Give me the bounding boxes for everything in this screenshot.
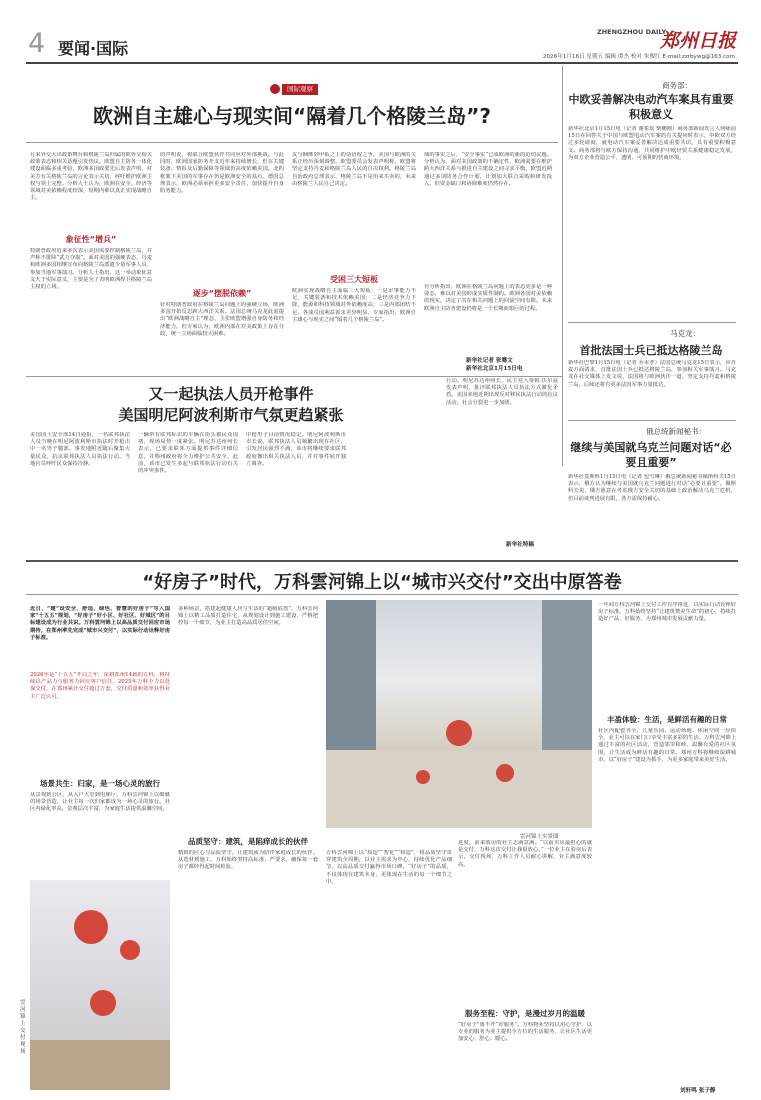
second-col-2: 一辆带有联邦标识的车辆在街头被民众围堵，现场局势一度紧张。明尼苏达州州长表示，已要求联邦方面提供事件详细信息，并称州政府将全力维护公共安全。此前，该市已发生多起与联邦执法行动有关的冲突事件。 <box>138 432 238 475</box>
right-divider <box>562 66 563 466</box>
main-article <box>26 66 558 371</box>
photo-lamp <box>496 764 514 782</box>
main-col-3: 友与捆绑到甲板之上的话语权之争，美国与欧洲的关系正经历深刻调整。欧盟委员会发表声明称，欧盟将坚定支持丹麦和格陵兰岛人民的自决权利。格陵兰岛自治政府总理表示，格陵兰岛不是用来买卖的，未来由格陵兰人民自己决定。 <box>292 152 416 187</box>
feature-col-b2: 精致的匠心与品质坚守，让建筑成为陪伴家庭成长的伙伴。从选材到施工，万科始终坚持高标准、严要求，确保每一套房子都经得起时间检验。 <box>178 850 318 871</box>
side-photo-caption: 雲河锦上交付现场 <box>20 1000 26 1055</box>
subhead-2: 逐步“摆脱依赖” <box>192 289 252 298</box>
subhead-3: 受困三大短板 <box>330 275 378 284</box>
globe-icon <box>270 84 280 94</box>
feature-subhead-e: 丰盈体验：生活，是鲜活有趣的日常 <box>607 715 727 724</box>
feature-headline-rule <box>26 594 738 595</box>
page-number: 4 <box>28 28 46 59</box>
brief-1-kicker: 商务部： <box>662 81 692 90</box>
photo-lamp <box>446 720 472 746</box>
feature-col-b: 多种场景，搭建起健康人居与生活的“超级底盘”。万科雲河锦上以精工品质打造住宅，从规划设计到施工建设，严格把控每一个细节，为业主打造高品质居住空间。 <box>178 606 318 627</box>
brief-rule-1 <box>568 322 736 323</box>
headline: 欧洲自主雄心与现实间“隔着几个格陵兰岛”? <box>93 104 491 128</box>
feature-subhead-a: 场景共生：归家，是一场心灵的旅行 <box>40 779 160 788</box>
main-col-1b: 特朗普政府近来多次表示美国需要控制格陵兰岛，并声称不排除“武力夺取”。面对美国的强硬表态，丹麦和欧洲多国相继宣布向格陵兰岛派遣少量军事人员，参加当地军事演习。分析人士指出，这一举动象征意义大于实际意义，主要是为了表明欧洲捍卫格陵兰岛主权的立场。 <box>30 248 152 291</box>
headline-rule <box>26 142 558 143</box>
paper-name-logo: 郑州日报 <box>660 30 737 52</box>
section-name: 要闻·国际 <box>58 39 129 58</box>
photo-floor <box>326 750 592 828</box>
feature-top-rule <box>26 560 738 562</box>
brief-3-body: 新华社莫斯科1月15日电（记者 包雪琳）俄总统新闻秘书佩斯科夫15日表示，俄方认为继续与美国就乌克兰问题进行对话“必要且重要”。佩斯科夫说，俄方愿意在考虑俄方安全关切的基础上政治解决乌克兰危机，但目前谈判进展有限，各方需保持耐心。 <box>568 474 736 502</box>
brief-1-title: 中欧妥善解决电动汽车案具有重要积极意义 <box>568 93 734 121</box>
feature-subhead-b: 品质坚守：建筑，是陷痒成长的伙伴 <box>188 837 308 846</box>
feature-lead: 近日，“建”设安全、舒适、绿色、智慧的好房子“写入国家“十五五”规划，“好房子”好小区、好社区、好城区”的目标建设成为行业共识。万科雲河锦上以高品质交付回应市场期待，在郑州率先完成“城市兴交付”，以实际行动诠释好房子标准。 <box>30 606 170 641</box>
photo-lamp <box>74 910 108 944</box>
main-col-1: 月来外交大出政策舞台和格陵兰岛归属的欧外交相关政策表态和相关话题引发热议。欧盟自主防务一体化建设面临多重考验，欧洲多国政要先后发表声明，对美方有关格陵兰岛的言论表示关切，呼吁维护欧洲主权与领土完整。分析人士认为，欧洲在安全、经济等领域对美依赖程度较深，短期内难以真正实现战略自主。 <box>30 152 152 202</box>
photo-stage <box>30 1040 170 1090</box>
feature-photo <box>326 600 592 828</box>
dateline: 新华社北京1月15日电 <box>466 366 523 372</box>
main-col-4: 域的事实之后，“安全事实”已成欧洲的新的迫切议题。分析认为，面对美国政策的不确定性，欧洲需要在维护跨大西洋关系与推进自主建设之间寻求平衡。欧盟近期通过多项防务合作计划，计划加大联合采购和研发投入，但资金缺口和协调难度仍然存在。 <box>424 152 552 187</box>
brief-2-title: 首批法国士兵已抵达格陵兰岛 <box>579 344 723 357</box>
main-col-2b: 针对特朗普政府在格陵兰岛问题上的强硬立场，欧洲多国开始反思跨大西洋关系。法国总统马克龙此前提出“欧洲战略自主”理念，主张欧盟增强自身防务和经济能力。但专家认为，欧洲内部在对美政策上存在分歧，统一立场面临较大困难。 <box>160 302 284 337</box>
photo-lamp <box>120 940 140 960</box>
section-tag: 国际观察 <box>282 84 318 95</box>
section-rule-2 <box>26 376 562 377</box>
second-col-3: 中枪男子目前情况稳定。明尼阿波利斯市市长说，联邦执法人员频繁出现在社区，引发居民强烈不满，该市将继续要求联邦政府撤出相关执法人员，并对事件展开独立调查。 <box>246 432 346 467</box>
brief-rule-2 <box>568 420 736 421</box>
header-rule <box>26 62 738 64</box>
subhead-1: 象征性“增兵” <box>65 235 117 244</box>
photo-lamp <box>90 990 116 1016</box>
feature-subhead-d: 服务至程：守护，是漫过岁月的温暖 <box>465 1009 585 1018</box>
feature-col-c: 万科雲河锦上以“质造”“智化”“和造”，将品质坚守贯穿建筑全周期，以业主需求为中心，持续优化产品细节，以高品质交付赢得市场口碑。“好房子”的品质，不仅体现在建筑本身，更体现在生活的每一个细节之中。 <box>326 850 452 885</box>
date-line: 2026年1月16日 星期五 编辑 谭杰 校对 朱俊红 E-mail:zzrbywg@163.com <box>542 54 735 60</box>
feature-photo-caption: 雲河锦上实景图 <box>520 834 559 840</box>
brief-2-body: 新华社巴黎1月15日电（记者 乔本孝）法国总统马克龙15日表示，应丹麦方面请求，首批法国士兵已抵达格陵兰岛，参加相关军事演习。马克龙在社交媒体上发文说，法国将与欧洲伙伴一道，坚定支持丹麦和格陵兰岛。后续还将有更多法国军事力量抵达。 <box>568 360 736 388</box>
feature-byline: 刘轩鸣 张子静 <box>680 1088 716 1094</box>
main-col-3b: 欧洲实现战略自主面临三大短板：一是军事能力不足，关键装备和技术依赖美国；二是经济竞争力下降，能源和科技领域对外依赖度高；三是内部团结不足，各成员国利益诉求差异明显。专家指出，欧洲自主雄心与现实之间“隔着几个格陵兰岛”。 <box>292 288 416 323</box>
feature-col-e: 一年间万科雲河锦上交付工作有序推进，以实际行动诠释好房子标准。万科始终坚持“让建筑赞美生命”的初心，持续打造好产品、好服务，为郑州城市发展贡献力量。 <box>598 602 736 623</box>
feature-col-a: 2026年是“十五五”开局之年，深耕郑州14载的万科，将持续以产品力与服务力回应客户信任。2025年万科全力以赴保交付，在郑州累计交付超过万套，交付质量和效率获得业主广泛认可。 <box>30 672 170 700</box>
second-headline-2: 美国明尼阿波利斯市气氛更趋紧张 <box>118 406 344 424</box>
feature-col-e2: 社区内配套齐全，儿童乐园、运动场地、休闲空间一应俱全，业主可以在家门口享受丰富多彩的生活。万科雲河锦上通过丰富的社区活动，营造邻里和睦、温馨有爱的社区氛围，让生活成为鲜活有趣的日常。郑州万科将继续深耕城市，以“好房子”建设为抓手，为更多家庭带来美好生活。 <box>598 728 736 763</box>
byline: 新华社记者 张骞文 <box>466 358 513 364</box>
brief-3-kicker: 俄总统新闻秘书： <box>646 427 706 436</box>
photo-lamp <box>416 770 430 784</box>
right-briefs <box>562 66 738 466</box>
brief-2-kicker: 马克龙： <box>670 329 700 338</box>
feature-col-a2: 从景观到公区，从入户大堂到电梯厅，万科雲河锦上以细腻的场景营造，让业主每一次归家都成为一场心灵的旅行。社区内绿化率高，景观层次丰富，为家庭生活提供温馨空间。 <box>30 792 170 813</box>
page-header <box>0 0 761 66</box>
brief-3-title: 继续与美国就乌克兰问题对话“必要且重要” <box>570 441 732 469</box>
side-photo <box>30 880 170 1090</box>
second-col-1: 美国国土安全部14日通报，一名联邦执法人员当晚在明尼阿波利斯市执法时开枪击中一名男子腿部。事发地附近随后聚集大量民众，抗议联邦执法人员执法行动。当地官员呼吁民众保持冷静。 <box>30 432 130 467</box>
feature-col-d: 进度，前来收房的业主志满意满。“以前买房最担心的就是交付，万科这次交付让我很放心。”一位业主在验房后表示。交付现场，万科工作人员耐心讲解，业主满意度较高。 <box>458 840 592 868</box>
feature-headline: “好房子”时代，万科雲河锦上以“城市兴交付”交出中原答卷 <box>142 572 622 593</box>
paper-name-en: ZHENGZHOU DAILY <box>597 28 667 36</box>
brief-1-body: 新华社北京1月15日电（记者 谢希瑶 柴鹏刚）商务部新闻发言人何咏前15日在回答关于中国与欧盟电动汽车案的有关提问时表示，中欧双方经过多轮磋商，就电动汽车案妥善解决达成重要共识，具有重要积极意义。商务部将与欧方保持沟通，共同维护中欧经贸关系健康稳定发展，为双方企业营造公平、透明、可预期的营商环境。 <box>568 126 736 161</box>
main-col-4b: 有分析指出，欧洲在格陵兰岛问题上的表态更多是一种姿态，难以对美国形成实质性制约。欧洲各国对美依赖的现实，决定了其在相关问题上的回旋空间有限。未来欧洲自主防务建设仍将是一个长期而艰巨的过程。 <box>424 284 552 312</box>
main-col-2: 的声明说，将联合欧盟伙伴共同应对外部挑战。与此同时，欧洲国家防务开支近年来持续增长，但在关键装备、情报及后勤保障等领域仍高度依赖美国。北约框架下美国的军事存在仍是欧洲安全的基石。德国总理表示，欧洲必须承担更多安全责任，加快提升自身防务能力。 <box>160 152 284 195</box>
second-byline: 新华社特稿 <box>506 542 534 548</box>
feature-col-d2: “好房子”离不开“好服务”。万科物业坚持以用心守护，以专业的服务为业主提供全方位的生活服务，让社区生活更加安心、舒心、暖心。 <box>458 1022 592 1043</box>
second-headline-1: 又一起执法人员开枪事件 <box>148 385 314 403</box>
second-col-4: 行动。明尼苏达州州长、民主党人蒂姆·沃尔兹发表声明，批评联邦执法人员执法方式激化矛盾。美国多地近期出现反对移民执法行动的抗议活动，社会分裂进一步加剧。 <box>446 378 558 406</box>
